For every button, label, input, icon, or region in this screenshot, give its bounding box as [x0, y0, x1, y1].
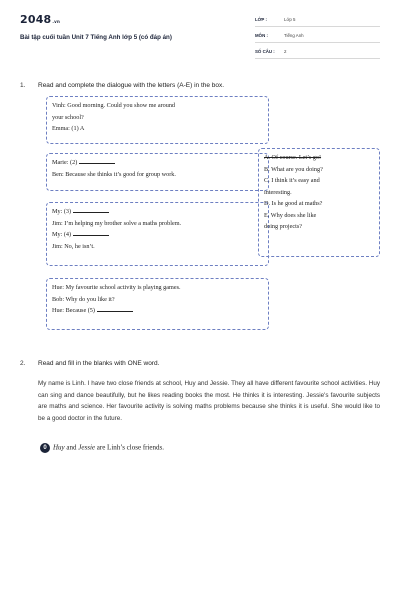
answer-blank[interactable] — [73, 207, 109, 213]
option-b: B. What are you doing? — [264, 165, 323, 173]
example-answer — [40, 443, 164, 453]
dialogue-text: Hue: Because (5) — [52, 307, 95, 314]
meta-row-subject — [255, 30, 380, 43]
example-text-3: are Linh’s close friends. — [95, 443, 165, 452]
meta-value: Lớp 5 — [284, 17, 296, 22]
meta-value: Tiếng Anh — [284, 33, 304, 38]
option-e-cont: doing projects? — [264, 223, 302, 230]
logo-suffix: .vn — [52, 19, 60, 24]
dialogue-line: Vinh: Good morning. Could you show me around — [52, 102, 176, 109]
example-text-2: and — [64, 443, 79, 452]
dialogue-line: Jim: I’m helping my brother solve a maths problem. — [52, 219, 182, 227]
dialogue-box-4 — [46, 278, 269, 330]
dialogue-line: Emma: (1) A — [52, 125, 85, 132]
dialogue-text: My: (3) — [52, 208, 72, 215]
question-2-number: 2. — [20, 360, 26, 367]
document-title: Bài tập cuối tuần Unit 7 Tiếng Anh lớp 5 (có đáp án) — [20, 34, 172, 41]
option-c-cont: interesting. — [264, 188, 292, 196]
answer-blank[interactable] — [73, 230, 109, 236]
dialogue-line: Hue: My favourite school activity is playing games. — [52, 284, 181, 291]
dialogue-box-2 — [46, 153, 269, 191]
answer-blank[interactable] — [79, 158, 115, 164]
question-2-instruction: Read and fill in the blanks with ONE word. — [38, 360, 160, 367]
meta-label: LỚP : — [255, 17, 267, 22]
reading-passage: My name is Linh. I have two close friends at school, Huy and Jessie. They all have different favourite school activities. Huy can sing and dance beautifully, but he likes reading books the most. He thinks it is interesting. Jessie's favourite subjects are maths and science. Her favourite activity is solving maths problems because she thinks it is useful. She would like to be a good doctor in the future. — [38, 380, 380, 422]
option-c: C. I think it’s easy and — [264, 177, 320, 184]
logo-text: 2048 — [20, 13, 52, 26]
dialogue-text: My: (4) — [52, 231, 72, 238]
dialogue-box-3 — [46, 202, 269, 266]
meta-label: SỐ CÂU : — [255, 49, 275, 54]
question-1-number: 1. — [20, 82, 26, 89]
dialogue-line — [52, 206, 263, 218]
meta-value: 2 — [284, 49, 287, 54]
dialogue-line: Bob: Why do you like it? — [52, 295, 115, 303]
example-word-1: Huy — [53, 443, 65, 452]
meta-row-class — [255, 14, 380, 27]
dialogue-box-1 — [46, 96, 269, 144]
meta-row-count — [255, 46, 380, 59]
dialogue-line: Ben: Because she thinks it’s good for group work. — [52, 170, 176, 178]
options-box — [258, 148, 380, 257]
dialogue-text: Marie: (2) — [52, 159, 78, 166]
dialogue-line: Jim: No, he isn’t. — [52, 242, 95, 250]
example-number-badge: 0 — [40, 443, 50, 453]
option-a-used: A. Of course. Let’s go! — [264, 154, 322, 161]
question-1-instruction: Read and complete the dialogue with the letters (A-E) in the box. — [38, 82, 225, 89]
dialogue-line: your school? — [52, 113, 84, 121]
page-header — [0, 0, 400, 60]
dialogue-line — [52, 229, 263, 241]
option-d: D. Is he good at maths? — [264, 200, 323, 207]
meta-label: MÔN : — [255, 33, 268, 38]
dialogue-line — [52, 305, 263, 317]
answer-blank[interactable] — [97, 306, 133, 312]
option-e: E. Why does she like — [264, 211, 317, 219]
example-word-2: Jessie — [78, 443, 95, 452]
dialogue-line — [52, 157, 263, 169]
site-logo[interactable] — [20, 13, 60, 26]
meta-info — [255, 14, 380, 62]
